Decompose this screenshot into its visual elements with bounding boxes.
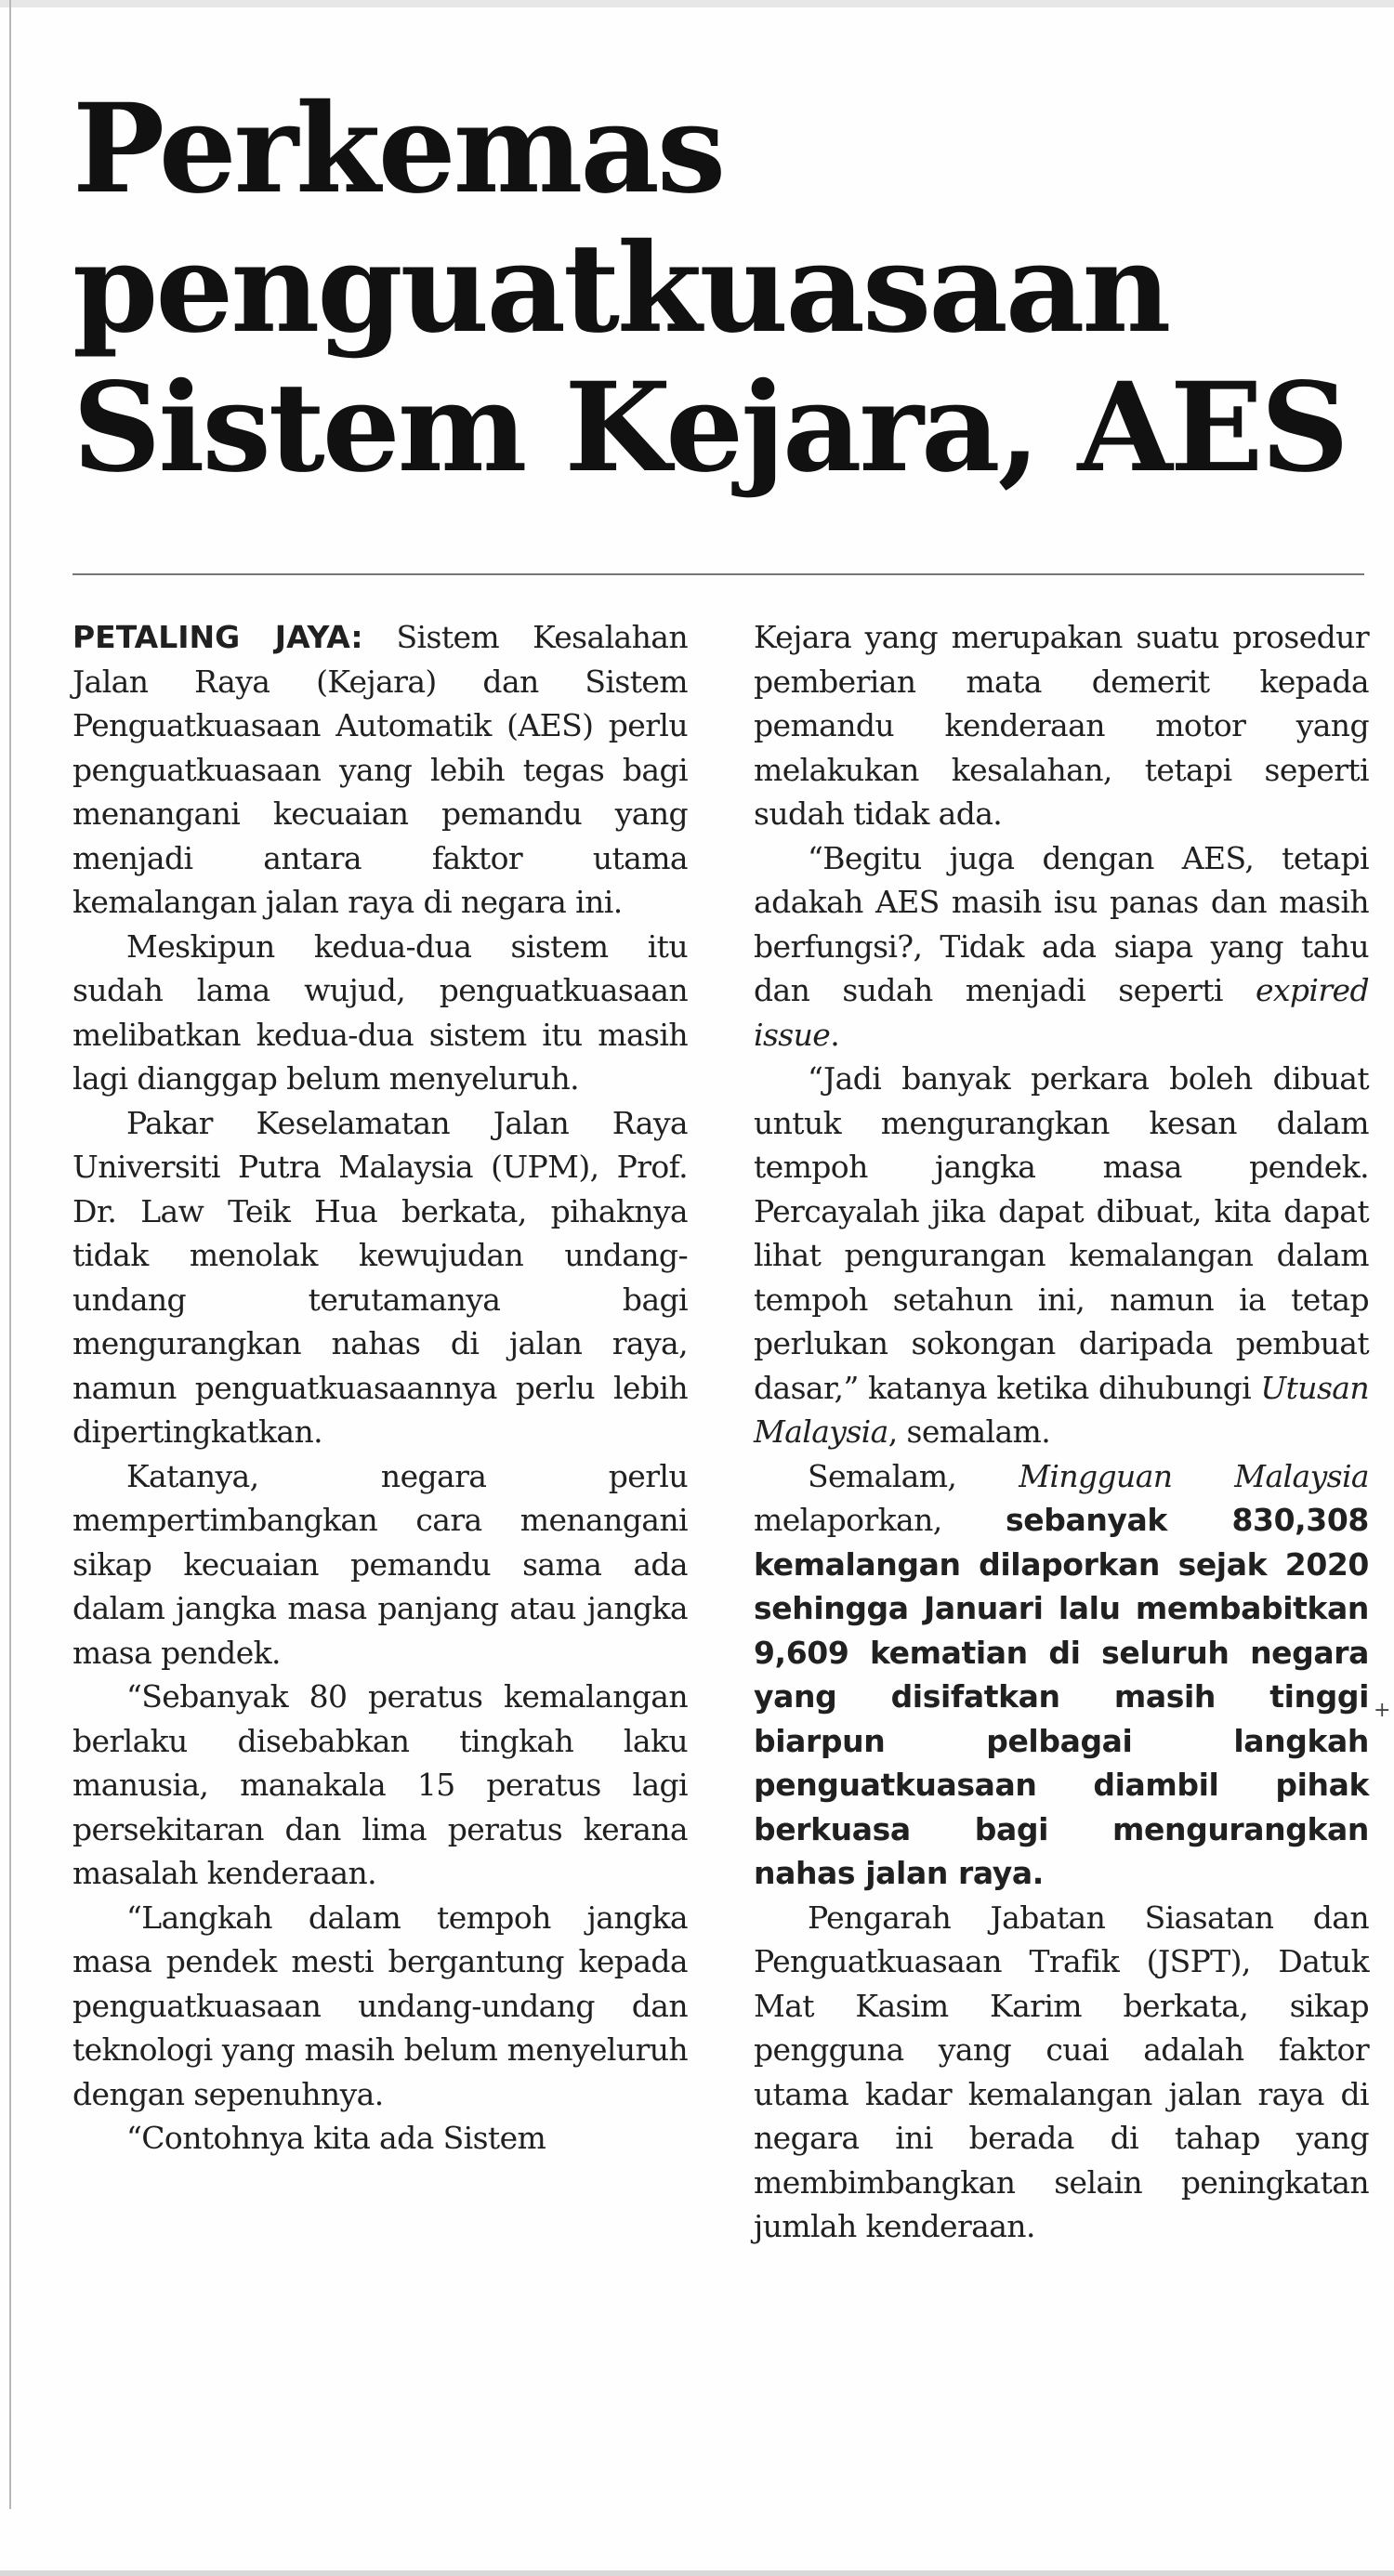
publication-name: Mingguan Malaysia: [1019, 1457, 1369, 1494]
paragraph: Pengarah Jabatan Siasatan dan Penguatkuasaan Trafik (JSPT), Datuk Mat Kasim Karim berkata, sikap pengguna yang cuai adalah faktor utama kadar kemalangan jalan raya di negara ini berada di tahap yang membimbangkan selain peningkatan jumlah kenderaan.: [754, 1899, 1369, 2244]
scan-top-edge: [0, 0, 1394, 7]
paragraph: Pakar Keselamatan Jalan Raya Universiti Putra Malaysia (UPM), Prof. Dr. Law Teik Hua berkata, pihaknya tidak menolak kewujudan undang-undang terutamanya bagi mengurangkan nahas di jalan raya, namun penguatkuasaannya perlu lebih dipertingkatkan.: [72, 1104, 688, 1450]
headline: [72, 77, 1355, 500]
headline-line-3: Sistem Kejara, AES: [72, 356, 1347, 500]
paragraph: Meskipun kedua-dua sistem itu sudah lama wujud, penguatkuasaan melibatkan kedua-dua sistem itu masih lagi dianggap belum menyeluruh.: [72, 927, 688, 1097]
paragraph-text: Semalam,: [808, 1457, 957, 1494]
paragraph-text-end: .: [830, 1016, 840, 1053]
paragraph: [754, 1057, 1369, 1454]
bold-phrase: sebanyak 830,308 kemalangan dilaporkan sejak 2020 sehingga Januari lalu membabitkan 9,609 kematian di seluruh negara yang disifatkan masih tinggi biarpun pelbagai langkah penguatkuasaan diambil pihak berkuasa bagi mengurangkan nahas jalan raya.: [754, 1502, 1369, 1891]
article-column-left: [72, 615, 688, 2548]
paragraph: “Sebanyak 80 peratus kemalangan berlaku disebabkan tingkah laku manusia, manakala 15 peratus lagi persekitaran dan lima peratus kerana masalah kenderaan.: [72, 1678, 688, 1891]
paragraph: [754, 1454, 1369, 1896]
italic-phrase: expired issue: [754, 972, 1369, 1053]
paragraph: Katanya, negara perlu mempertimbangkan cara menangani sikap kecuaian pemandu sama ada dalam jangka masa panjang atau jangka masa pendek.: [72, 1457, 688, 1671]
paragraph: “Langkah dalam tempoh jangka masa pendek mesti bergantung kepada penguatkuasaan undang-undang dan teknologi yang masih belum menyeluruh dengan sepenuhnya.: [72, 1899, 688, 2112]
paragraph-text: “Jadi banyak perkara boleh dibuat untuk mengurangkan kesan dalam tempoh jangka masa pendek. Percayalah jika dapat dibuat, kita dapat lihat pengurangan kemalangan dalam tempoh setahun ini, namun ia tetap perlukan sokongan daripada pembuat dasar,” katanya ketika dihubungi: [754, 1060, 1369, 1406]
paragraph-text-end: , semalam.: [888, 1413, 1051, 1450]
paragraph: [754, 836, 1369, 1058]
paragraph: “Contohnya kita ada Sistem: [126, 2120, 546, 2156]
article-body: [72, 615, 1369, 2548]
scan-left-edge: [9, 0, 11, 2509]
paragraph-text: melaporkan,: [754, 1502, 942, 1538]
headline-line-1: Perkemas: [72, 77, 724, 221]
paragraph: Kejara yang merupakan suatu prosedur pemberian mata demerit kepada pemandu kenderaan motor yang melakukan kesalahan, tetapi seperti sudah tidak ada.: [754, 619, 1369, 832]
paragraph-text: “Begitu juga dengan AES, tetapi adakah AES masih isu panas dan masih berfungsi?, Tidak ada siapa yang tahu dan sudah menjadi seperti: [754, 839, 1369, 1008]
article-column-right: [754, 615, 1369, 2548]
margin-marker: +: [1374, 1699, 1391, 1722]
paragraph-text: Sistem Kesalahan Jalan Raya (Kejara) dan Sistem Penguatkuasaan Automatik (AES) perlu penguatkuasaan yang lebih tegas bagi menangani kecuaian pemandu yang menjadi antara faktor utama kemalangan jalan raya di negara ini.: [72, 619, 688, 920]
publication-name: Utusan Malaysia: [754, 1369, 1370, 1450]
headline-divider: [72, 573, 1364, 575]
headline-line-2: penguatkuasaan: [72, 217, 1169, 361]
scan-bottom-edge: [0, 2570, 1394, 2576]
dateline: PETALING JAYA:: [72, 619, 363, 655]
paragraph: [72, 615, 688, 925]
